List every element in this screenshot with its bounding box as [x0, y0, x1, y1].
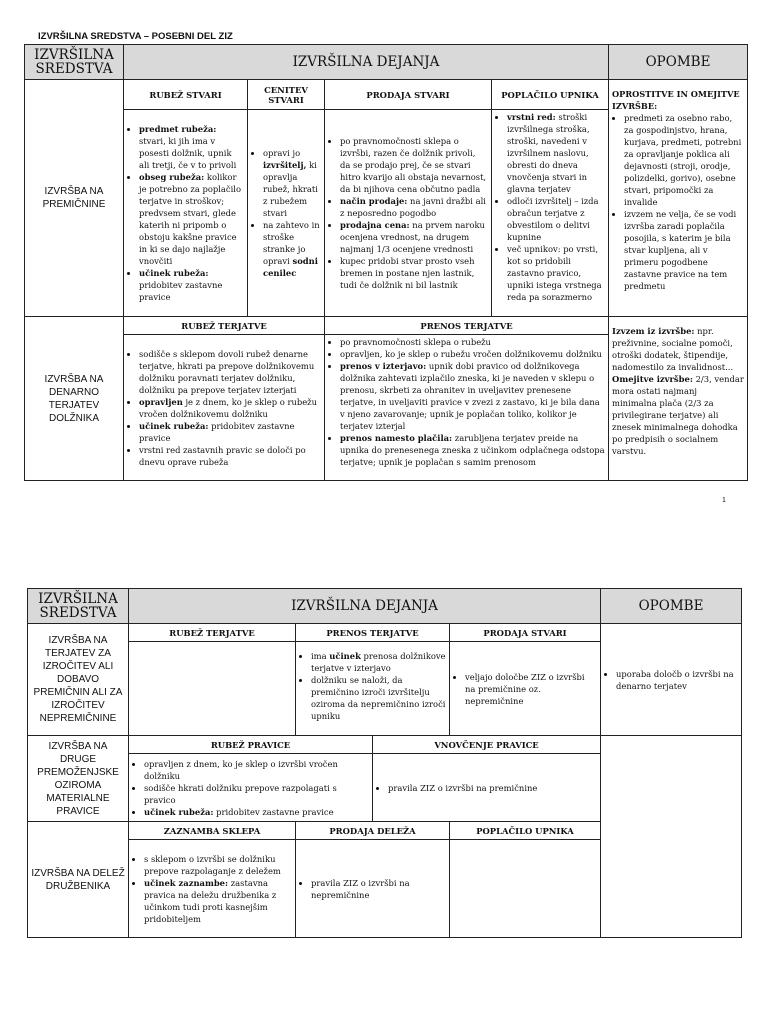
list-item: • učinek zaznambe: zastavna pravica na deležu družbenika z učinkom tudi proti kasnejšim pridobiteljem — [144, 877, 292, 925]
col-header-sredstva: IZVRŠILNA SREDSTVA — [25, 45, 124, 80]
list-item: • pravila ZIZ o izvršbi na nepremičnine — [311, 877, 446, 901]
cell-prenos-terjatve — [325, 335, 609, 481]
list-item: • ima učinek prenosa dolžnikove terjatve v izterjavo — [311, 650, 446, 674]
col-header-sredstva: IZVRŠILNA SREDSTVA — [28, 589, 129, 624]
list-item: • po pravnomočnosti sklepa o izvršbi, razen če dolžnik privoli, da se prodajo prej, če se stvari hitro kvarijo ali obstaja nevarnost, da bi njihova cena občutno padla — [340, 135, 488, 195]
row-label-denarno-terjatev: IZVRŠBA NA DENARNO TERJATEV DOLŽNIKA — [25, 317, 124, 481]
row-label-delez-druzbenika: IZVRŠBA NA DELEŽ DRUŽBENIKA — [28, 822, 129, 938]
list-item: • opravljen, ko je sklep o rubežu vročen dolžnikovemu dolžniku — [340, 348, 605, 360]
list-item: • opravi jo izvršitelj, ki opravlja rubež, hkrati z rubežem stvari — [263, 147, 321, 219]
list-item: • kupec pridobi stvar prosto vseh bremen in postane njen lastnik, tudi če dolžnik ni bil lastnik — [340, 255, 488, 291]
row-label-premicnine: IZVRŠBA NA PREMIČNINE — [25, 80, 124, 317]
list-item: • prenos namesto plačila: zarubljena terjatev preide na upnika do prenesenega zneska z učinkom odplačnega odstopa terjatve; upnik je poplačan s samim prenosom — [340, 432, 605, 468]
list-item: • opravljen je z dnem, ko je sklep o rubežu vročen dolžnikovemu dolžniku — [139, 396, 321, 420]
opombe-title: OPROSTITVE IN OMEJITVE IZVRŠBE: — [612, 89, 740, 111]
page-number: 1 — [722, 497, 726, 504]
subheader-prodaja-stvari: PRODAJA STVARI — [325, 80, 492, 110]
cell-poplacilo-upnika-empty — [450, 840, 601, 938]
col-header-dejanja: IZVRŠILNA DEJANJA — [124, 45, 609, 80]
cell-prodaja-deleza — [296, 840, 450, 938]
subheader-poplacilo-upnika: POPLAČILO UPNIKA — [450, 822, 601, 840]
list-item: • veljajo določbe ZIZ o izvršbi na premičnine oz. nepremičnine — [465, 671, 597, 707]
opombe-denarno-terjatev — [609, 317, 748, 481]
cell-rubez-stvari — [124, 110, 248, 317]
subheader-prodaja-stvari: PRODAJA STVARI — [450, 624, 601, 642]
subheader-cenitev-stvari: CENITEV STVARI — [248, 80, 325, 110]
list-item: • odloči izvršitelj – izda obračun terjatve z obvestilom o delitvi kupnine — [507, 195, 605, 243]
subheader-rubez-terjatve: RUBEŽ TERJATVE — [124, 317, 325, 335]
list-item: • po pravnomočnosti sklepa o rubežu — [340, 336, 605, 348]
list-item: • pravila ZIZ o izvršbi na premičnine — [388, 782, 597, 794]
list-item: • opravljen z dnem, ko je sklep o izvršbi vročen dolžniku — [144, 758, 369, 782]
list-item: • s sklepom o izvršbi se dolžniku prepove razpolaganje z deležem — [144, 853, 292, 877]
cell-prodaja-stvari — [450, 642, 601, 736]
row-label-izrocitev: IZVRŠBA NA TERJATEV ZA IZROČITEV ALI DOBAVO PREMIČNIN ALI ZA IZROČITEV NEPREMIČNINE — [28, 624, 129, 736]
subheader-prenos-terjatve: PRENOS TERJATVE — [296, 624, 450, 642]
cell-rubez-pravice — [129, 754, 373, 822]
table-2 — [27, 588, 742, 938]
list-item: • obseg rubeža: kolikor je potrebno za poplačilo terjatve in stroškov; predvsem stvari, glede katerih ni pripomb o obstoju kakšne pravice in ki se dajo najlažje vnovčiti — [139, 171, 244, 267]
subheader-poplacilo-upnika: POPLAČILO UPNIKA — [492, 80, 609, 110]
cell-prenos-terjatve — [296, 642, 450, 736]
subheader-rubez-stvari: RUBEŽ STVARI — [124, 80, 248, 110]
cell-rubez-terjatve-empty — [129, 642, 296, 736]
list-item: • vrstni red: stroški izvršilnega stroška, stroški, navedeni v izvršilnem naslovu, obresti do dneva vnovčenja stvari in glavna terjatev — [507, 111, 605, 195]
list-item: • vrstni red zastavnih pravic se določi po dnevu oprave rubeža — [139, 444, 321, 468]
opombe-omejitve: Omejitve izvršbe: 2/3, vendar mora ostati najmanj minimalna plača (2/3 za privilegirane terjatve) ali znesek minimalnega dohodka po predpisih o socialnem varstvu. — [612, 374, 744, 456]
subheader-rubez-terjatve: RUBEŽ TERJATVE — [129, 624, 296, 642]
list-item: • predmeti za osebno rabo, za gospodinjstvo, hrana, kurjava, predmeti, potrebni za opravljanje poklica ali dejavnosti (stroji, orodje, polizdelki, gorivo), osebne stvari, pripomočki za invalide — [624, 112, 744, 208]
opombe-izrocitev — [601, 624, 742, 736]
list-item: • več upnikov: po vrsti, kot so pridobili zastavno pravico, upniki istega vrstnega reda pa sorazmerno — [507, 243, 605, 303]
table-1 — [24, 44, 748, 481]
list-item: • način prodaje: na javni dražbi ali z neposredno pogodbo — [340, 195, 488, 219]
list-item: • predmet rubeža: stvari, ki jih ima v posesti dolžnik, upnik ali tretji, če v to privoli — [139, 123, 244, 171]
subheader-vnovcenje-pravice: VNOVČENJE PRAVICE — [373, 736, 601, 754]
list-item: • dolžniku se naloži, da premičnino izroči izvršitelju oziroma da nepremičnino izroči upniku — [311, 674, 446, 722]
cell-rubez-terjatve — [124, 335, 325, 481]
subheader-rubez-pravice: RUBEŽ PRAVICE — [129, 736, 373, 754]
cell-zaznamba-sklepa — [129, 840, 296, 938]
subheader-prodaja-deleza: PRODAJA DELEŽA — [296, 822, 450, 840]
cell-prodaja-stvari — [325, 110, 492, 317]
document-title: IZVRŠILNA SREDSTVA – POSEBNI DEL ZIZ — [38, 31, 233, 42]
list-item: • sodišče s sklepom dovoli rubež denarne terjatve, hkrati pa prepove dolžnikovemu dolžniku poravnati terjatev dolžniku, dolžniku pa prepove terjatev izterjati — [139, 348, 321, 396]
opombe-izvzem: Izvzem iz izvršbe: npr. preživnine, socialne pomoči, otroški dodatek, štipendije, nadomestilo za invalidnost... — [612, 326, 734, 372]
row-label-druge-pravice: IZVRŠBA NA DRUGE PREMOŽENJSKE OZIROMA MATERIALNE PRAVICE — [28, 736, 129, 822]
list-item: • izvzem ne velja, če se vodi izvršba zaradi poplačila posojila, s katerim je bila stvar kupljena, ali v primeru pogodbene zastavne pravice na tem predmetu — [624, 208, 744, 292]
subheader-zaznamba-sklepa: ZAZNAMBA SKLEPA — [129, 822, 296, 840]
cell-vnovcenje-pravice — [373, 754, 601, 822]
opombe-premicnine — [609, 80, 748, 317]
list-item: • učinek rubeža: pridobitev zastavne pravice — [144, 806, 369, 818]
list-item: • prenos v izterjavo: upnik dobi pravico od dolžnikovega dolžnika zahtevati izplačilo zneska, ki je naveden v sklepu o prenosu, skrbeti za ohranitev in uveljavitev prenesene terjatve, in uveljaviti pravice v zvezi z zastavo, ki je bila dana v njeno zavarovanje; upnik je poplačan toliko, kolikor je terjatev izterjal — [340, 360, 605, 432]
col-header-opombe: OPOMBE — [609, 45, 748, 80]
subheader-prenos-terjatve: PRENOS TERJATVE — [325, 317, 609, 335]
list-item: • uporaba določb o izvršbi na denarno terjatev — [616, 668, 738, 692]
cell-poplacilo-upnika — [492, 110, 609, 317]
list-item: • sodišče hkrati dolžniku prepove razpolagati s pravico — [144, 782, 369, 806]
col-header-dejanja: IZVRŠILNA DEJANJA — [129, 589, 601, 624]
list-item: • na zahtevo in stroške stranke jo opravi sodni cenilec — [263, 219, 321, 279]
col-header-opombe: OPOMBE — [601, 589, 742, 624]
list-item: • učinek rubeža: pridobitev zastavne pravice — [139, 420, 321, 444]
opombe-empty — [601, 736, 742, 938]
list-item: • učinek rubeža: pridobitev zastavne pravice — [139, 267, 244, 303]
list-item: • prodajna cena: na prvem naroku ocenjena vrednost, na drugem najmanj 1/3 ocenjene vrednosti — [340, 219, 488, 255]
cell-cenitev-stvari — [248, 110, 325, 317]
